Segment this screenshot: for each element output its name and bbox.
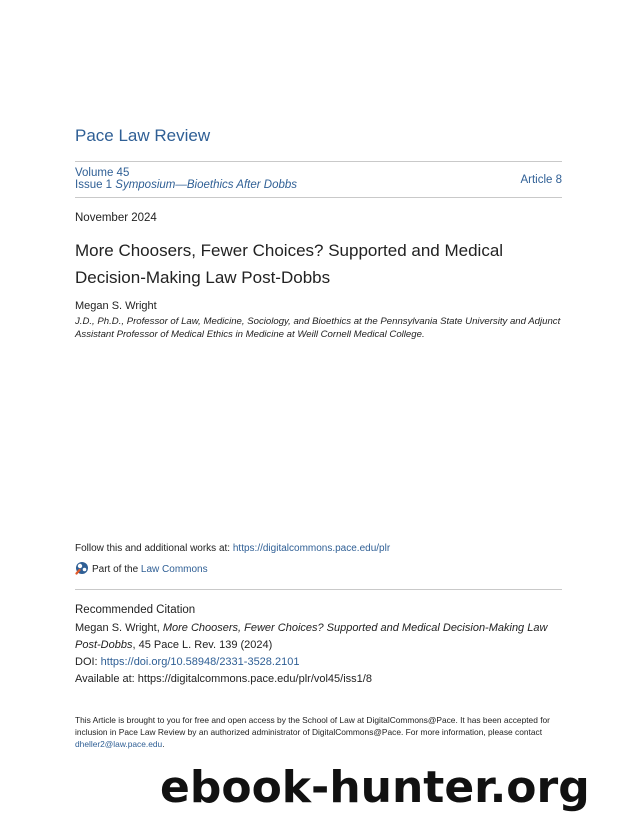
footer-text: This Article is brought to you for free and open access by the School of Law at DigitalCommons@Pace. It has been accepted for inclusion in Pace Law Review by an authorized administrator of DigitalCommons@Pace. For more information, please contact — [75, 715, 550, 737]
law-commons-link[interactable]: Law Commons — [140, 564, 208, 575]
part-of-text: Part of the — [92, 564, 141, 575]
author-affiliation: J.D., Ph.D., Professor of Law, Medicine, Sociology, and Bioethics at the Pennsylvania State University and Adjunct Assistant Professor of Medical Ethics in Medicine at Weill Cornell Medical College. — [75, 316, 561, 340]
footer-notice — [75, 714, 562, 750]
doi-label: DOI: — [75, 656, 101, 668]
follow-link[interactable]: https://digitalcommons.pace.edu/plr — [232, 543, 391, 554]
follow-text: Follow this and additional works at: — [75, 543, 233, 554]
issue-line[interactable] — [75, 179, 297, 191]
citation-rest: , 45 Pace L. Rev. 139 (2024) — [132, 639, 273, 651]
author-name: Megan S. Wright — [75, 300, 157, 312]
citation-divider — [75, 589, 562, 590]
citation-block — [75, 620, 565, 688]
doi-link[interactable]: https://doi.org/10.58948/2331-3528.2101 — [100, 656, 300, 668]
publication-date: November 2024 — [75, 212, 157, 224]
citation-title: More Choosers, Fewer Choices? Supported and Medical Decision-Making Law Post-Dobbs — [75, 622, 548, 651]
available-at: Available at: https://digitalcommons.pace.edu/plr/vol45/iss1/8 — [75, 673, 372, 685]
journal-title[interactable]: Pace Law Review — [75, 126, 211, 145]
doi-line — [75, 654, 565, 671]
volume-link[interactable]: Volume 45 — [75, 167, 130, 179]
footer-end: . — [162, 739, 165, 749]
issue-number[interactable]: Issue 1 — [75, 179, 113, 191]
watermark: ebook-hunter.org — [160, 762, 590, 813]
header-divider-bottom — [75, 197, 562, 198]
citation-author: Megan S. Wright, — [75, 622, 163, 634]
article-title: More Choosers, Fewer Choices? Supported and Medical Decision-Making Law Post-Dobbs — [75, 241, 504, 287]
network-icon — [75, 561, 89, 578]
issue-title[interactable]: Symposium—Bioethics After Dobbs — [115, 179, 298, 191]
citation-text — [75, 620, 565, 654]
follow-line — [75, 543, 390, 554]
volume-issue-block — [75, 167, 297, 191]
part-of-line — [75, 561, 208, 578]
header-divider-top — [75, 161, 562, 162]
citation-heading: Recommended Citation — [75, 604, 196, 616]
article-number[interactable]: Article 8 — [520, 174, 562, 186]
contact-email-link[interactable]: dheller2@law.pace.edu — [75, 739, 163, 749]
